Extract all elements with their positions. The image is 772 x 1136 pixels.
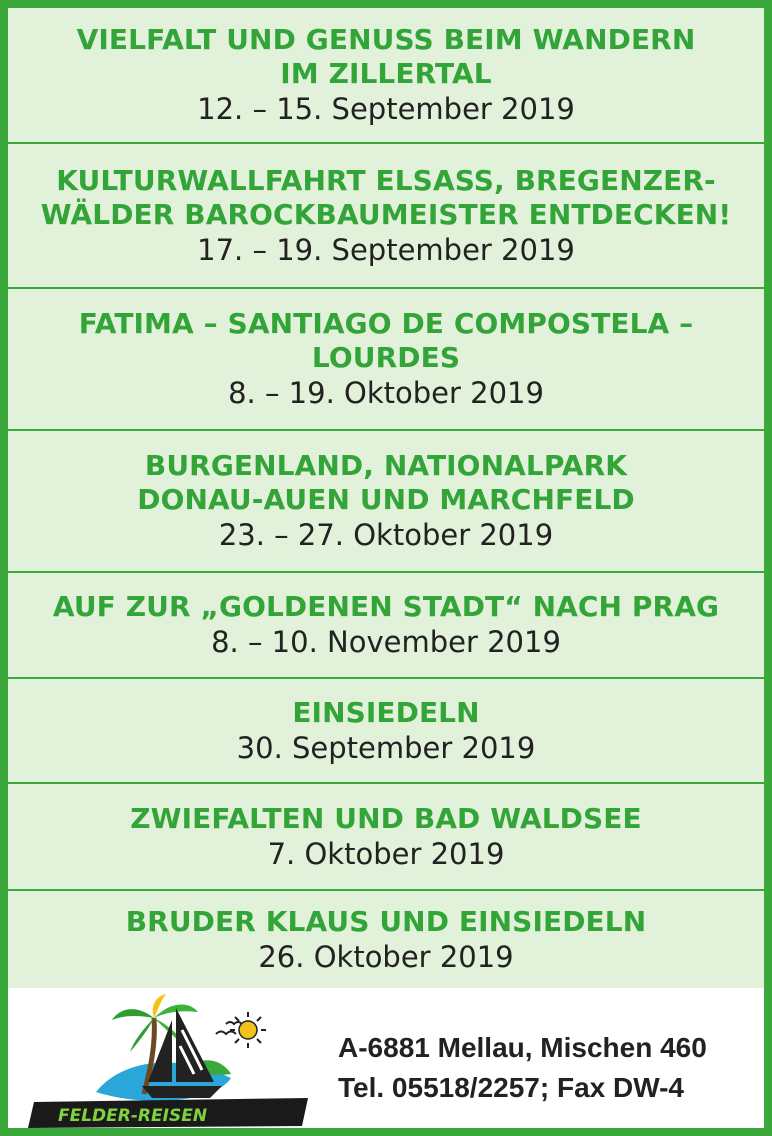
trip-entry [8, 144, 764, 289]
trip-title: EINSIEDELN [292, 695, 480, 729]
contact-block [338, 1028, 707, 1108]
trip-date: 26. Oktober 2019 [258, 939, 514, 974]
trip-date: 23. – 27. Oktober 2019 [218, 518, 554, 552]
trip-title: BURGENLAND, NATIONALPARK DONAU-AUEN UND MARCHFELD [137, 449, 635, 516]
brand-name: FELDER-REISEN [58, 1106, 208, 1126]
trip-entry [8, 573, 764, 679]
felder-reisen-logo [26, 990, 316, 1130]
address-line: A-6881 Mellau, Mischen 460 [338, 1032, 707, 1063]
trip-entry [8, 784, 764, 891]
phone-line: Tel. 05518/2257; Fax DW-4 [338, 1072, 684, 1103]
trip-title: AUF ZUR „GOLDENEN STADT“ NACH PRAG [52, 590, 720, 623]
trip-title: ZWIEFALTEN UND BAD WALDSEE [130, 801, 642, 835]
trip-title: VIELFALT UND GENUSS BEIM WANDERN IM ZILLERTAL [76, 23, 696, 90]
trip-date: 8. – 10. November 2019 [211, 625, 561, 659]
trip-date: 12. – 15. September 2019 [197, 92, 575, 126]
trip-date: 30. September 2019 [236, 730, 536, 765]
trip-entry [8, 891, 764, 988]
trip-date: 8. – 19. Oktober 2019 [228, 376, 544, 410]
trip-entry [8, 679, 764, 784]
trip-title: FATIMA – SANTIAGO DE COMPOSTELA – LOURDES [78, 307, 694, 374]
brand-banner [28, 1098, 308, 1128]
trip-date: 7. Oktober 2019 [267, 836, 505, 871]
bird-icon [216, 1022, 242, 1034]
trip-entry [8, 431, 764, 573]
footer [8, 988, 764, 1128]
sun-icon [230, 1012, 266, 1048]
trip-entry [8, 8, 764, 144]
trip-title: BRUDER KLAUS UND EINSIEDELN [125, 904, 647, 938]
trip-title: KULTURWALLFAHRT ELSASS, BREGENZER- WÄLDER BAROCKBAUMEISTER ENTDECKEN! [40, 163, 732, 231]
trip-date: 17. – 19. September 2019 [197, 232, 575, 267]
trip-entry [8, 289, 764, 431]
